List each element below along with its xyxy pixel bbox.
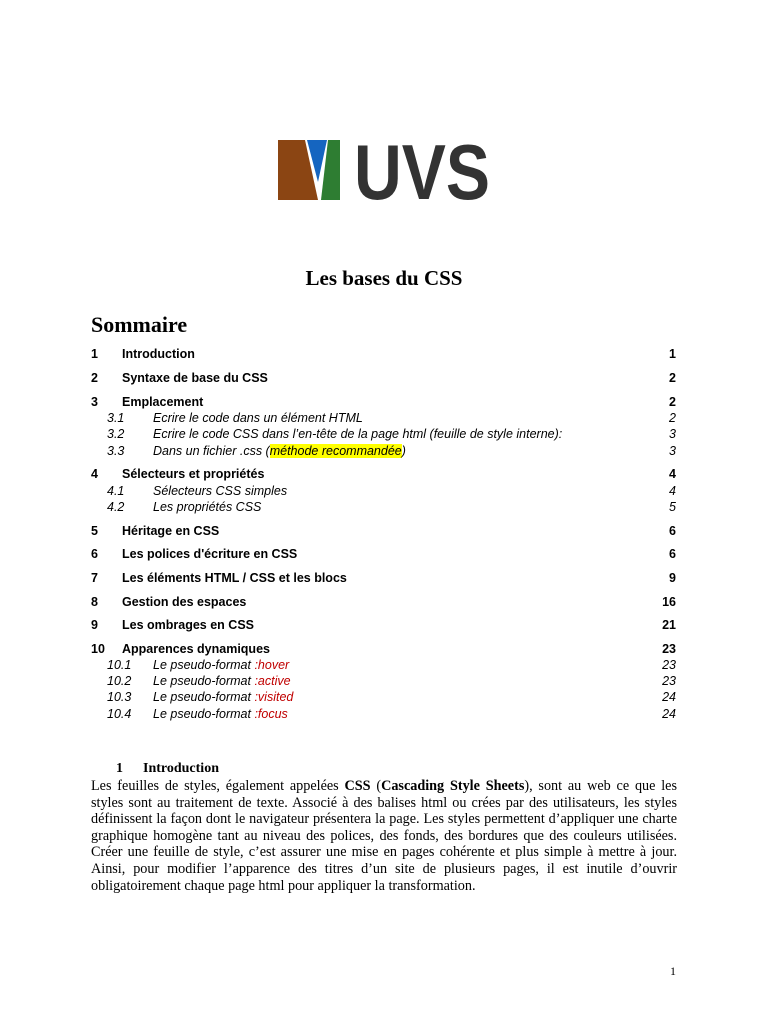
toc-page: 4 bbox=[669, 467, 676, 481]
section-title: Introduction bbox=[143, 761, 219, 776]
uvs-logo bbox=[278, 128, 490, 216]
toc-page: 23 bbox=[662, 658, 676, 672]
toc-label: Les éléments HTML / CSS et les blocs bbox=[122, 571, 347, 585]
toc-number: 3.3 bbox=[107, 444, 125, 458]
toc-subitem[interactable] bbox=[0, 499, 768, 515]
toc-item[interactable] bbox=[0, 546, 768, 562]
toc-number: 4.1 bbox=[107, 484, 125, 498]
section-heading bbox=[116, 761, 219, 777]
toc-item[interactable] bbox=[0, 466, 768, 482]
toc-subitem[interactable] bbox=[0, 443, 768, 459]
toc-label: Ecrire le code CSS dans l’en-tête de la page html (feuille de style interne): bbox=[153, 427, 563, 441]
toc-number: 3.1 bbox=[107, 411, 125, 425]
pseudo-class-text: :hover bbox=[254, 658, 290, 672]
bold-term: Cascading Style Sheets bbox=[381, 778, 525, 794]
toc-label bbox=[153, 657, 289, 673]
toc-page: 1 bbox=[669, 347, 676, 361]
toc-page: 6 bbox=[669, 547, 676, 561]
toc-number: 3.2 bbox=[107, 427, 125, 441]
toc-page: 2 bbox=[669, 395, 676, 409]
toc-number: 3 bbox=[91, 395, 98, 409]
toc-item[interactable] bbox=[0, 594, 768, 610]
highlighted-text: méthode recommandée bbox=[269, 444, 402, 458]
toc-item[interactable] bbox=[0, 394, 768, 410]
toc-label: Introduction bbox=[122, 347, 195, 361]
toc-number: 5 bbox=[91, 524, 98, 538]
toc-item[interactable] bbox=[0, 617, 768, 633]
toc-label-text: ) bbox=[401, 444, 406, 458]
toc-number: 7 bbox=[91, 571, 98, 585]
toc-number: 10.1 bbox=[107, 658, 132, 672]
paragraph-text: ( bbox=[370, 778, 382, 794]
toc-item[interactable] bbox=[0, 346, 768, 362]
toc-label: Les ombrages en CSS bbox=[122, 618, 254, 632]
toc-number: 10 bbox=[91, 642, 105, 656]
toc-page: 5 bbox=[669, 500, 676, 514]
toc-subitem[interactable] bbox=[0, 689, 768, 705]
toc-number: 4.2 bbox=[107, 500, 125, 514]
toc-label bbox=[153, 673, 291, 689]
toc-page: 9 bbox=[669, 571, 676, 585]
toc-label-text: Dans un fichier .css ( bbox=[153, 444, 270, 458]
toc-subitem[interactable] bbox=[0, 426, 768, 442]
toc-heading: Sommaire bbox=[91, 312, 188, 337]
toc-label: Syntaxe de base du CSS bbox=[122, 371, 268, 385]
toc-item[interactable] bbox=[0, 570, 768, 586]
toc-number: 6 bbox=[91, 547, 98, 561]
paragraph-text: ), sont au web ce que les styles sont au traitement de texte. Associé à des balises html ou crées par des utilisateurs, les styles définissent la façon dont le navigateur présentera la page. Les styles permettent d’appliquer une charte graphique homogène tant au niveau des polices, des fonds, des bordures que des couleurs utilisées. Créer une feuille de style, c’est assurer une mise en pages cohérente et plus simple à mettre à jour. Ainsi, pour modifier l’apparence des titres d’un site de plusieurs pages, il est inutile d’ouvrir obligatoirement chaque page html pour appliquer la transformation. bbox=[91, 778, 677, 894]
toc-subitem[interactable] bbox=[0, 657, 768, 673]
toc-label-text: Le pseudo-format bbox=[153, 690, 255, 704]
toc-number: 10.2 bbox=[107, 674, 132, 688]
document-title: Les bases du CSS bbox=[305, 266, 463, 290]
logo-text: UVS bbox=[354, 128, 490, 216]
toc-label: Héritage en CSS bbox=[122, 524, 220, 538]
toc-label bbox=[153, 689, 293, 705]
toc-page: 24 bbox=[662, 707, 676, 721]
pseudo-class-text: :active bbox=[254, 674, 291, 688]
toc-label: Les propriétés CSS bbox=[153, 500, 262, 514]
toc-label: Apparences dynamiques bbox=[122, 642, 270, 656]
toc-page: 4 bbox=[669, 484, 676, 498]
toc-label-text: Le pseudo-format bbox=[153, 674, 255, 688]
toc-number: 9 bbox=[91, 618, 98, 632]
toc-subitem[interactable] bbox=[0, 706, 768, 722]
page-number: 1 bbox=[670, 964, 676, 978]
toc-page: 24 bbox=[662, 690, 676, 704]
toc-subitem[interactable] bbox=[0, 410, 768, 426]
toc-label: Gestion des espaces bbox=[122, 595, 247, 609]
toc-label: Sélecteurs CSS simples bbox=[153, 484, 288, 498]
toc-label-text: Le pseudo-format bbox=[153, 658, 255, 672]
toc-page: 23 bbox=[662, 674, 676, 688]
paragraph-text: Les feuilles de styles, également appelées bbox=[91, 778, 345, 794]
toc-subitem[interactable] bbox=[0, 673, 768, 689]
toc-label-text: Le pseudo-format bbox=[153, 707, 255, 721]
toc-label: Ecrire le code dans un élément HTML bbox=[153, 411, 363, 425]
bold-term: CSS bbox=[344, 778, 371, 794]
section-number: 1 bbox=[116, 761, 123, 776]
toc-page: 2 bbox=[669, 371, 676, 385]
toc-page: 3 bbox=[669, 427, 676, 441]
toc-item[interactable] bbox=[0, 370, 768, 386]
toc-label bbox=[153, 706, 288, 722]
toc-label: Emplacement bbox=[122, 395, 204, 409]
toc-page: 16 bbox=[662, 595, 676, 609]
toc-number: 2 bbox=[91, 371, 98, 385]
toc-item[interactable] bbox=[0, 523, 768, 539]
toc-number: 10.3 bbox=[107, 690, 132, 704]
toc-number: 1 bbox=[91, 347, 98, 361]
toc-label: Sélecteurs et propriétés bbox=[122, 467, 265, 481]
toc-page: 23 bbox=[662, 642, 676, 656]
toc-page: 6 bbox=[669, 524, 676, 538]
toc-label: Les polices d'écriture en CSS bbox=[122, 547, 298, 561]
toc-page: 3 bbox=[669, 444, 676, 458]
pseudo-class-text: :focus bbox=[254, 707, 288, 721]
toc-page: 2 bbox=[669, 411, 676, 425]
toc-number: 8 bbox=[91, 595, 98, 609]
intro-paragraph bbox=[91, 778, 677, 894]
pseudo-class-text: :visited bbox=[254, 690, 294, 704]
toc-item[interactable] bbox=[0, 641, 768, 657]
toc-label bbox=[153, 443, 406, 459]
toc-page: 21 bbox=[662, 618, 676, 632]
toc-number: 4 bbox=[91, 467, 98, 481]
toc-subitem[interactable] bbox=[0, 483, 768, 499]
toc-number: 10.4 bbox=[107, 707, 132, 721]
